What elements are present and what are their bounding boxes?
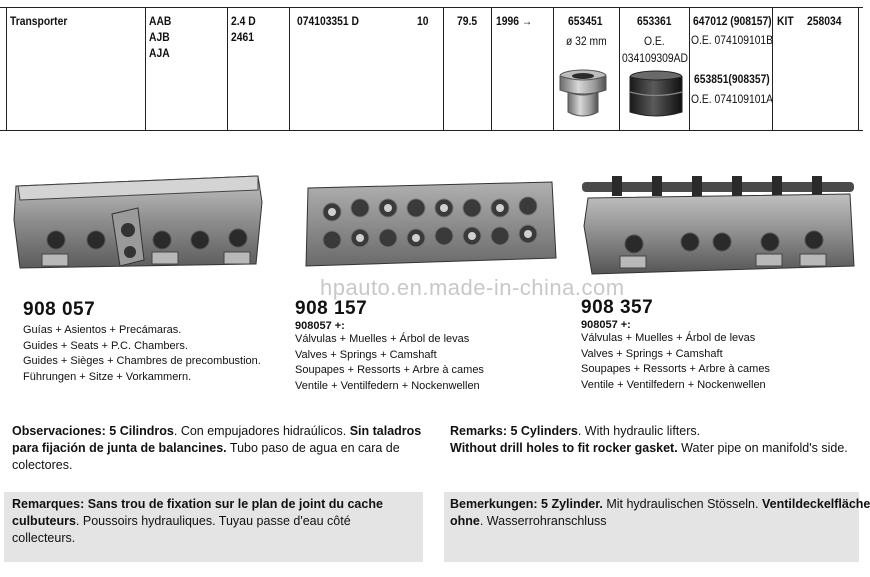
note-text: . Poussoirs hydrauliques. Tuyau passe d'eau côté collecteurs.: [12, 514, 351, 545]
cylinder-head-908157-image: [302, 178, 558, 270]
part3-line2: O.E. 074109101B: [691, 33, 774, 47]
note-label: Observaciones:: [12, 424, 106, 438]
part3-line3: 653851(908357): [694, 72, 770, 86]
note-text: Water pipe on manifold's side.: [677, 441, 848, 455]
product-line: Soupapes + Ressorts + Arbre à cames: [295, 364, 484, 376]
note-bold: Sin taladros para fijación de junta de balancines.: [12, 424, 422, 455]
note-label: Bemerkungen:: [450, 497, 538, 511]
product-908157: [295, 298, 484, 394]
note-text: Mit hydraulischen Stösseln.: [602, 497, 759, 511]
note-label: Remarques:: [12, 497, 85, 511]
engine-code-3: AJA: [149, 46, 170, 60]
cylinder-head-908057-image: [12, 168, 264, 280]
engine-code-2: AJB: [149, 30, 170, 44]
valve-count: 10: [417, 14, 429, 28]
kit-number: 258034: [807, 14, 842, 28]
product-subtitle: 908057 +:: [581, 319, 631, 331]
note-bold: 5 Zylinder.: [541, 497, 603, 511]
product-line: Guías + Asientos + Precámaras.: [23, 324, 182, 336]
note-text: . With hydraulic lifters.: [577, 424, 701, 438]
note-bold: Sans trou de fixation sur le plan de joint du cache culbuteurs: [12, 497, 383, 528]
hydraulic-lifter-image: [627, 70, 685, 120]
oe-number: 074103351 D: [297, 14, 359, 28]
watermark: hpauto.en.made-in-china.com: [320, 275, 625, 300]
note-english: [450, 423, 860, 457]
part1-number: 653451: [568, 14, 603, 28]
displacement-code: 2461: [231, 30, 254, 44]
product-line: Soupapes + Ressorts + Arbre à cames: [581, 363, 770, 375]
product-number: 908 057: [23, 299, 96, 320]
part2-oe-number: 034109309AD: [622, 51, 688, 65]
note-german-box: [444, 492, 870, 562]
kit-label: KIT: [777, 14, 794, 28]
product-line: Guides + Seats + P.C. Chambers.: [23, 339, 188, 352]
product-number: 908 157: [295, 298, 368, 319]
part3-line1: 647012 (908157): [693, 14, 772, 28]
note-text: . Con empujadores hidraúlicos.: [173, 424, 347, 438]
cylinder-head-908357-image: [582, 170, 858, 280]
engine-code-1: AAB: [149, 14, 172, 28]
product-line: Ventile + Ventilfedern + Nockenwellen: [581, 378, 766, 391]
bore: 79.5: [457, 14, 478, 28]
model-name: Transporter: [10, 14, 68, 28]
part1-desc: ø 32 mm: [566, 34, 607, 48]
valve-seat-image: [556, 68, 610, 124]
product-number: 908 357: [581, 297, 654, 318]
note-label: Remarks:: [450, 424, 507, 438]
note-german: Bemerkungen: 5 Zylinder. Mit hydraulischen Stösseln. Ventildeckelfläche ohne. Wasserrohranschluss: [450, 497, 870, 528]
note-french: [4, 492, 423, 551]
note-bold: 5 Cylinders: [510, 424, 578, 438]
note-spanish: [12, 423, 424, 474]
part3-line4: O.E. 074109101A: [691, 92, 774, 106]
note-bold: 5 Cilindros: [109, 424, 174, 438]
product-line: Valves + Springs + Camshaft: [295, 348, 437, 361]
product-subtitle: 908057 +:: [295, 320, 345, 332]
product-line: Guides + Sièges + Chambres de precombustion.: [23, 355, 261, 367]
note-bold: Ventildeckelfläche: [761, 497, 870, 511]
part2-number: 653361: [637, 14, 672, 28]
product-line: Válvulas + Muelles + Árbol de levas: [581, 332, 756, 344]
product-908057: [23, 299, 261, 385]
product-line: Führungen + Sitze + Vorkammern.: [23, 370, 192, 383]
product-line: Válvulas + Muelles + Árbol de levas: [295, 333, 470, 345]
product-908357: [581, 297, 770, 393]
note-bold: Without drill holes to fit rocker gasket.: [450, 441, 678, 455]
note-text: Tubo paso de agua en cara de colectores.: [12, 441, 400, 472]
product-line: Valves + Springs + Camshaft: [581, 347, 723, 360]
displacement: 2.4 D: [231, 14, 256, 28]
note-text: . Wasserrohranschluss: [479, 514, 607, 528]
part2-oe-label: O.E.: [644, 34, 665, 48]
product-line: Ventile + Ventilfedern + Nockenwellen: [295, 379, 480, 392]
year: 1996 →: [496, 14, 533, 28]
note-french-box: [4, 492, 423, 562]
